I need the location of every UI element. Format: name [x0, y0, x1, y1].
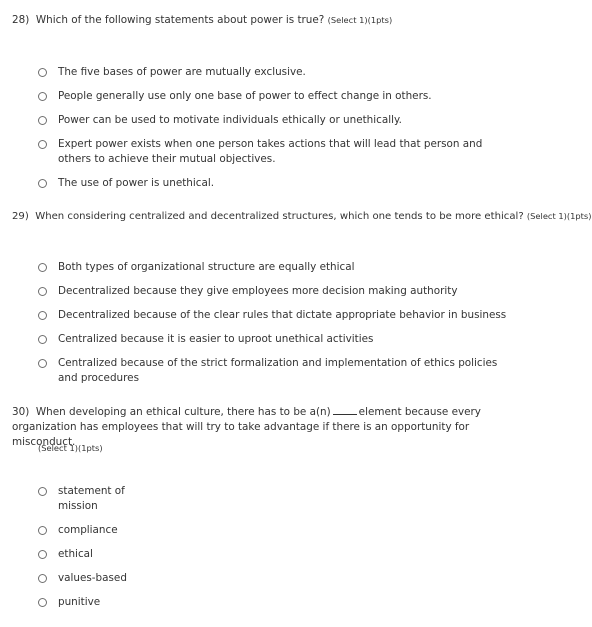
option-label: The use of power is unethical.	[58, 177, 215, 189]
option-label: punitive	[58, 596, 101, 608]
answer-blank	[333, 405, 357, 415]
answer-option[interactable]	[38, 65, 498, 80]
radio-button[interactable]	[38, 335, 47, 344]
answer-option[interactable]	[38, 89, 498, 104]
answer-option[interactable]	[38, 484, 148, 514]
option-label: compliance	[58, 524, 118, 536]
option-label: Power can be used to motivate individuals ethically or unethically.	[58, 114, 402, 126]
question-stem	[12, 209, 592, 224]
radio-button[interactable]	[38, 179, 47, 188]
question-number: 28)	[12, 14, 30, 26]
question-stem	[12, 13, 562, 28]
radio-button[interactable]	[38, 68, 47, 77]
answer-option[interactable]	[38, 308, 508, 323]
radio-button[interactable]	[38, 526, 47, 535]
radio-button[interactable]	[38, 140, 47, 149]
option-label: Decentralized because of the clear rules that dictate appropriate behavior in business	[58, 309, 507, 321]
answer-option[interactable]	[38, 595, 238, 610]
answer-option[interactable]	[38, 284, 508, 299]
radio-button[interactable]	[38, 287, 47, 296]
option-label: statement of mission	[58, 485, 125, 512]
question-number: 29)	[12, 211, 29, 222]
select-note: (Select 1)(1pts)	[327, 15, 393, 25]
question-text-after: element because every organization has employees that will try to take advantage if there is an opportunity for misconduct.	[12, 406, 481, 448]
answer-option[interactable]	[38, 137, 498, 167]
option-label: The five bases of power are mutually exclusive.	[58, 66, 306, 78]
answer-option[interactable]	[38, 113, 498, 128]
question-text: When considering centralized and decentralized structures, which one tends to be more ethical?	[35, 211, 524, 222]
radio-button[interactable]	[38, 116, 47, 125]
radio-button[interactable]	[38, 598, 47, 607]
option-label: ethical	[58, 548, 93, 560]
option-label: Expert power exists when one person takes actions that will lead that person and others to achieve their mutual objectives.	[58, 138, 483, 165]
select-note: (Select 1)(1pts)	[38, 443, 103, 453]
option-label: Decentralized because they give employees more decision making authority	[58, 285, 458, 297]
radio-button[interactable]	[38, 92, 47, 101]
select-note: (Select 1)(1pts)	[526, 211, 592, 221]
answer-option[interactable]	[38, 332, 508, 347]
radio-button[interactable]	[38, 263, 47, 272]
option-label: values-based	[58, 572, 127, 584]
question-text-before: When developing an ethical culture, there has to be a(n)	[35, 406, 331, 418]
option-label: People generally use only one base of power to effect change in others.	[58, 90, 432, 102]
option-label: Centralized because of the strict formalization and implementation of ethics policies and procedures	[58, 357, 498, 384]
answer-option[interactable]	[38, 260, 508, 275]
answer-option[interactable]	[38, 356, 508, 386]
radio-button[interactable]	[38, 311, 47, 320]
radio-button[interactable]	[38, 487, 47, 496]
option-label: Centralized because it is easier to uproot unethical activities	[58, 333, 374, 345]
radio-button[interactable]	[38, 359, 47, 368]
option-label: Both types of organizational structure are equally ethical	[58, 261, 355, 273]
answer-option[interactable]	[38, 523, 238, 538]
question-text: Which of the following statements about power is true?	[35, 14, 325, 26]
question-number: 30)	[12, 406, 30, 418]
answer-option[interactable]	[38, 547, 238, 562]
answer-option[interactable]	[38, 571, 238, 586]
radio-button[interactable]	[38, 574, 47, 583]
radio-button[interactable]	[38, 550, 47, 559]
answer-option[interactable]	[38, 176, 498, 191]
